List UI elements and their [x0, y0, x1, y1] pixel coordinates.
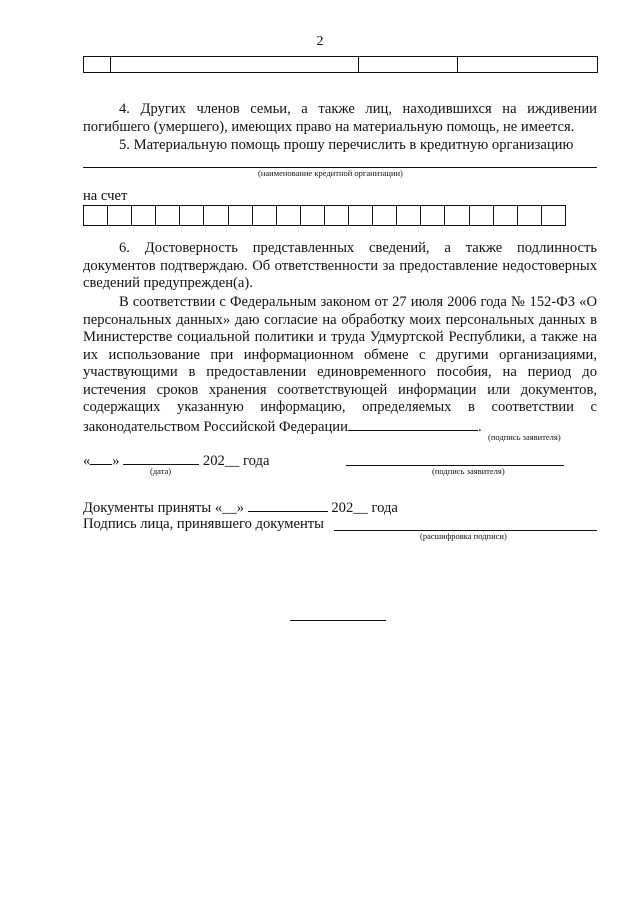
documents-accepted-prefix: Документы приняты «__» — [83, 500, 245, 516]
account-digit-cell[interactable] — [108, 206, 132, 225]
account-digit-cell[interactable] — [325, 206, 349, 225]
account-digit-cell[interactable] — [494, 206, 518, 225]
documents-accepted-year: 202__ года — [331, 500, 398, 516]
consent-signature-caption: (подпись заявителя) — [488, 432, 561, 442]
month-field[interactable] — [123, 451, 199, 465]
account-digit-cell[interactable] — [156, 206, 180, 225]
page-number: 2 — [316, 34, 324, 49]
account-digit-cell[interactable] — [253, 206, 277, 225]
day-field[interactable] — [90, 451, 112, 465]
consent-signature-line[interactable] — [348, 417, 478, 431]
application-date — [83, 451, 269, 470]
account-digit-cell[interactable] — [180, 206, 204, 225]
end-divider — [290, 620, 386, 621]
account-digit-cell[interactable] — [542, 206, 565, 225]
account-digit-cell[interactable] — [421, 206, 445, 225]
family-members-table — [83, 56, 598, 73]
accepting-person-caption: (расшифровка подписи) — [420, 531, 507, 541]
documents-accepted-line — [83, 498, 398, 517]
section-4-paragraph: 4. Других членов семьи, а также лиц, находившихся на иждивении погибшего (умершего), имеющих право на материальную помощь, не имеется. — [83, 101, 597, 135]
section-5-paragraph: 5. Материальную помощь прошу перечислить в кредитную организацию — [119, 137, 574, 153]
consent-paragraph: В соответствии с Федеральным законом от 27 июля 2006 года № 152-ФЗ «О персональных данных» даю согласие на обработку моих персональных данных в Министерстве социальной политики и труда Удмуртской Республики, а также на их использование при информационном обмене с другими организациями, участвующими в предоставлении единовременного пособия, на период до истечения сроков хранения соответствующей информации или документов, содержащих указанную информацию, определяемых в соответствии с законодательством Российской Федерации . — [83, 294, 597, 435]
table-cell — [458, 57, 598, 73]
section-6-paragraph: 6. Достоверность представленных сведений, а также подлинность документов подтверждаю. Об ответственности за предоставление недостоверных сведений предупрежден(а). — [83, 240, 597, 291]
account-label: на счет — [83, 188, 128, 204]
date-caption: (дата) — [150, 466, 172, 476]
table-row — [84, 57, 598, 73]
account-digit-cell[interactable] — [301, 206, 325, 225]
consent-text: В соответствии с Федеральным законом от 27 июля 2006 года № 152-ФЗ «О персональных данных» даю согласие на обработку моих персональных данных в Министерстве социальной политики и труда Удмуртской Республики, а также на их использование при информационном обмене с другими организациями, участвующими в предоставлении единовременного пособия, на период до истечения сроков хранения соответствующей информации или документов, содержащих указанную информацию, определяемых в соответствии с законодательством Российской Федерации — [83, 294, 597, 435]
account-digit-cell[interactable] — [445, 206, 469, 225]
bank-name-caption: (наименование кредитной организации) — [258, 168, 403, 178]
account-digit-cell[interactable] — [470, 206, 494, 225]
accepted-month-field[interactable] — [248, 498, 328, 512]
account-digit-cell[interactable] — [84, 206, 108, 225]
accepting-person-label: Подпись лица, принявшего документы — [83, 516, 324, 532]
account-digit-cell[interactable] — [518, 206, 542, 225]
accepting-person-line — [83, 516, 324, 533]
table-cell — [359, 57, 458, 73]
account-digit-cell[interactable] — [204, 206, 228, 225]
applicant-signature-caption: (подпись заявителя) — [432, 466, 505, 476]
account-digit-cell[interactable] — [397, 206, 421, 225]
account-digit-cell[interactable] — [277, 206, 301, 225]
date-open-quote: « — [83, 453, 91, 469]
account-digit-cell[interactable] — [132, 206, 156, 225]
account-digit-cell[interactable] — [373, 206, 397, 225]
date-close-quote: » — [112, 453, 120, 469]
account-digit-cell[interactable] — [229, 206, 253, 225]
table-cell — [84, 57, 111, 73]
table-cell — [111, 57, 359, 73]
date-year-text: 202__ года — [202, 453, 270, 469]
account-digit-cell[interactable] — [349, 206, 373, 225]
account-number-cells[interactable] — [83, 205, 566, 226]
